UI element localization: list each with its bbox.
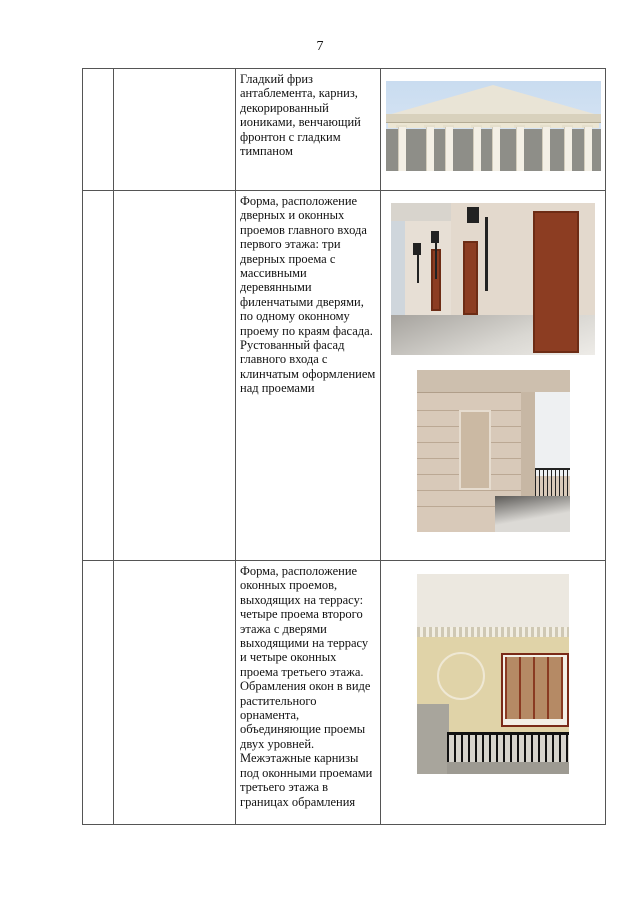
rusticated-wall-photo: [417, 370, 570, 532]
element-description: Гладкий фриз антаблемента, карниз, декорированный иониками, венчающий фронтон с гладким тимпаном: [240, 72, 361, 159]
element-description: Форма, расположение оконных проемов, выходящих на террасу: четыре проема второго этажа с дверями выходящими на террасу и четыре оконных проема третьего этажа. Обрамления окон в виде растительного орнамента, объединяющие проемы двух уровней. Межэтажные карнизы под оконными проемами третьего этажа в границах обрамления: [240, 564, 373, 809]
number-cell: [83, 191, 114, 561]
description-cell: [236, 191, 381, 561]
photo-cell: [381, 561, 606, 825]
photo-cell: [381, 69, 606, 191]
object-cell: [114, 561, 236, 825]
protected-elements-table: [82, 68, 606, 825]
description-cell: [236, 69, 381, 191]
facade-pediment-photo: [386, 81, 601, 171]
photo-cell: [381, 191, 606, 561]
table-row: [83, 561, 606, 825]
number-cell: [83, 561, 114, 825]
table-row: [83, 191, 606, 561]
number-cell: [83, 69, 114, 191]
terrace-windows-photo: [417, 574, 569, 774]
description-cell: [236, 561, 381, 825]
table-row: [83, 69, 606, 191]
element-description: Форма, расположение дверных и оконных проемов главного входа первого этажа: три дверных проема с массивными деревянными филенчатыми дверями, по одному оконному проему по краям фасада. Рустованный фасад главного входа с клинчатым оформлением над проемами: [240, 194, 376, 396]
page-number: 7: [316, 39, 324, 54]
object-cell: [114, 69, 236, 191]
entrance-doors-photo: [391, 203, 595, 355]
object-cell: [114, 191, 236, 561]
